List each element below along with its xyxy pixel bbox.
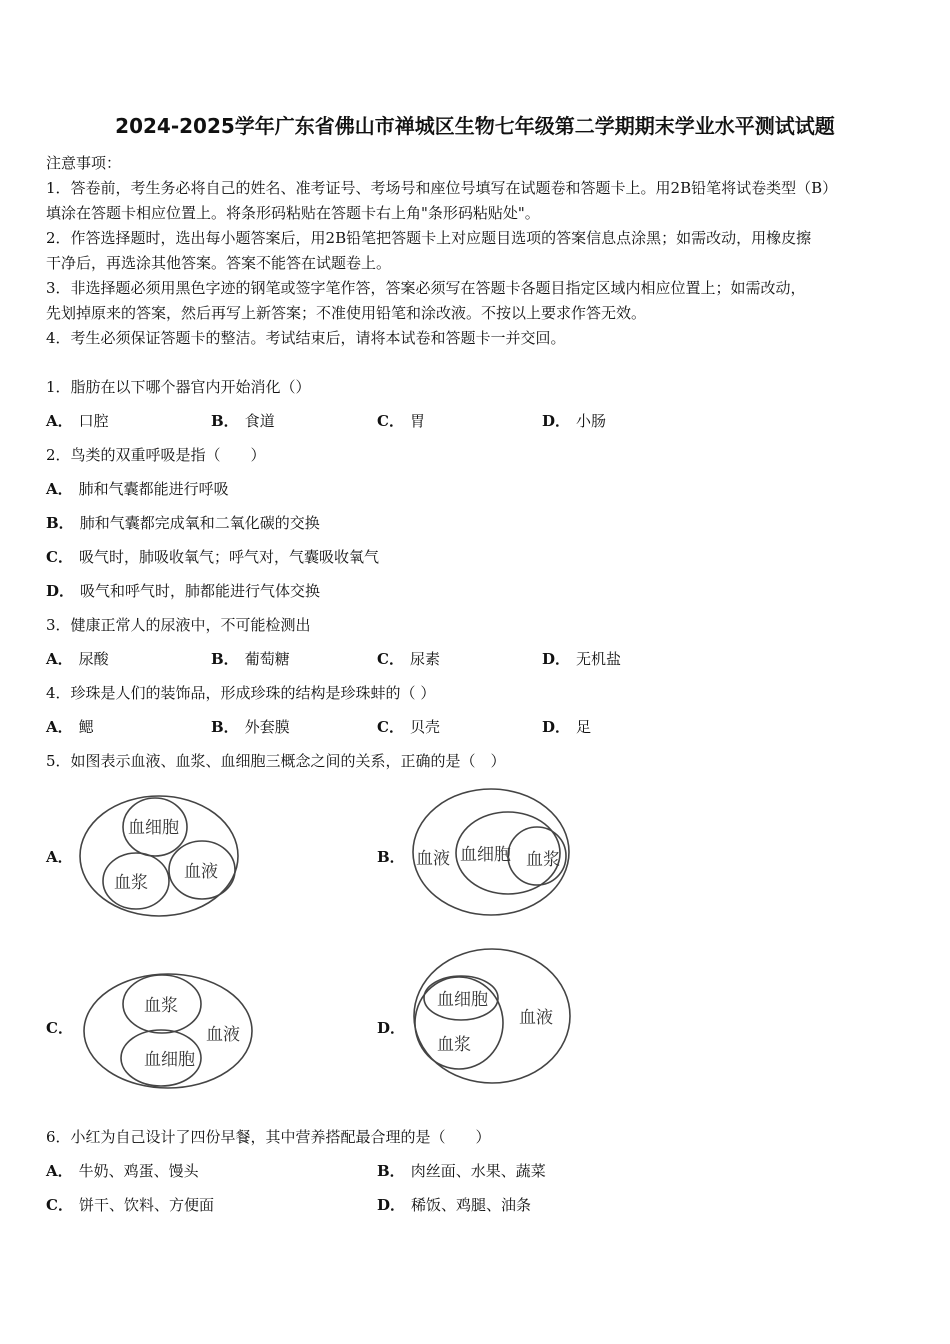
question-stem: 3．健康正常人的尿液中，不可能检测出 bbox=[46, 616, 311, 634]
notice-line: 1．答卷前，考生务必将自己的姓名、准考证号、考场号和座位号填写在试题卷和答题卡上。用2B铅笔将试卷类型（B） bbox=[46, 179, 838, 197]
diagram-d-outer-text: 血液 bbox=[519, 1008, 553, 1028]
diagram-b-middle-text: 血细胞 bbox=[460, 845, 511, 865]
option-c: C． 贝壳 bbox=[377, 718, 440, 736]
diagram-d-label: D． bbox=[377, 1019, 406, 1037]
diagram-a-left-text: 血浆 bbox=[114, 873, 148, 893]
diagram-a bbox=[78, 794, 244, 918]
option-d: D． 无机盐 bbox=[542, 650, 622, 668]
option-a: A． 肺和气囊都能进行呼吸 bbox=[46, 480, 229, 498]
option-c: C． 尿素 bbox=[377, 650, 440, 668]
option-b: B． 外套膜 bbox=[211, 718, 290, 736]
diagram-b-inner-text: 血浆 bbox=[526, 850, 560, 870]
diagram-a-label: A． bbox=[46, 848, 73, 866]
notice-line: 3．非选择题必须用黑色字迹的钢笔或签字笔作答，答案必须写在答题卡各题目指定区域内相应位置上；如需改动， bbox=[46, 279, 806, 297]
diagram-a-right-text: 血液 bbox=[184, 862, 218, 882]
option-b: B． 肉丝面、水果、蔬菜 bbox=[377, 1162, 546, 1180]
option-a: A． 牛奶、鸡蛋、馒头 bbox=[46, 1162, 199, 1180]
option-b: B． 食道 bbox=[211, 412, 275, 430]
option-a: A． 尿酸 bbox=[46, 650, 109, 668]
question-stem: 4．珍珠是人们的装饰品，形成珍珠的结构是珍珠蚌的（ ） bbox=[46, 684, 436, 702]
page-title: 2024-2025学年广东省佛山市禅城区生物七年级第二学期期末学业水平测试试题 bbox=[115, 114, 835, 138]
notice-line: 干净后，再选涂其他答案。答案不能答在试题卷上。 bbox=[46, 254, 392, 272]
diagram-c-label: C． bbox=[46, 1019, 73, 1037]
diagram-c bbox=[80, 970, 256, 1092]
diagram-b-label: B． bbox=[377, 848, 405, 866]
question-stem: 2．鸟类的双重呼吸是指（ ） bbox=[46, 446, 266, 464]
option-a: A． 鳃 bbox=[46, 718, 94, 736]
notice-line: 填涂在答题卡相应位置上。将条形码粘贴在答题卡右上角"条形码粘贴处"。 bbox=[46, 204, 540, 222]
diagram-b-outer-text: 血液 bbox=[416, 849, 450, 869]
diagram-d bbox=[411, 946, 575, 1088]
diagram-b bbox=[410, 786, 574, 918]
diagram-d-middle-text: 血浆 bbox=[437, 1035, 471, 1055]
notice-line: 4．考生必须保证答题卡的整洁。考试结束后，请将本试卷和答题卡一并交回。 bbox=[46, 329, 566, 347]
option-a: A． 口腔 bbox=[46, 412, 109, 430]
option-b: B． 肺和气囊都完成氧和二氧化碳的交换 bbox=[46, 514, 320, 532]
question-stem: 1．脂肪在以下哪个器官内开始消化（） bbox=[46, 378, 311, 396]
notice-heading: 注意事项： bbox=[46, 154, 122, 172]
option-d: D． 吸气和呼气时，肺都能进行气体交换 bbox=[46, 582, 321, 600]
question-stem: 5．如图表示血液、血浆、血细胞三概念之间的关系，正确的是（ ） bbox=[46, 752, 506, 770]
option-c: C． 饼干、饮料、方便面 bbox=[46, 1196, 214, 1214]
diagram-c-top-text: 血浆 bbox=[144, 996, 178, 1016]
option-d: D． 足 bbox=[542, 718, 592, 736]
option-d: D． 小肠 bbox=[542, 412, 607, 430]
option-c: C． 胃 bbox=[377, 412, 425, 430]
option-d: D． 稀饭、鸡腿、油条 bbox=[377, 1196, 532, 1214]
diagram-a-top-text: 血细胞 bbox=[128, 818, 179, 838]
diagram-c-outer-text: 血液 bbox=[206, 1025, 240, 1045]
option-b: B． 葡萄糖 bbox=[211, 650, 290, 668]
notice-line: 2．作答选择题时，选出每小题答案后，用2B铅笔把答题卡上对应题目选项的答案信息点涂黑；如需改动，用橡皮擦 bbox=[46, 229, 812, 247]
diagram-d-inner-text: 血细胞 bbox=[437, 990, 488, 1010]
question-stem: 6．小红为自己设计了四份早餐，其中营养搭配最合理的是（ ） bbox=[46, 1128, 491, 1146]
notice-line: 先划掉原来的答案，然后再写上新答案；不准使用铅笔和涂改液。不按以上要求作答无效。 bbox=[46, 304, 647, 322]
option-c: C． 吸气时，肺吸收氧气；呼气对，气囊吸收氧气 bbox=[46, 548, 379, 566]
diagram-c-bottom-text: 血细胞 bbox=[144, 1050, 195, 1070]
